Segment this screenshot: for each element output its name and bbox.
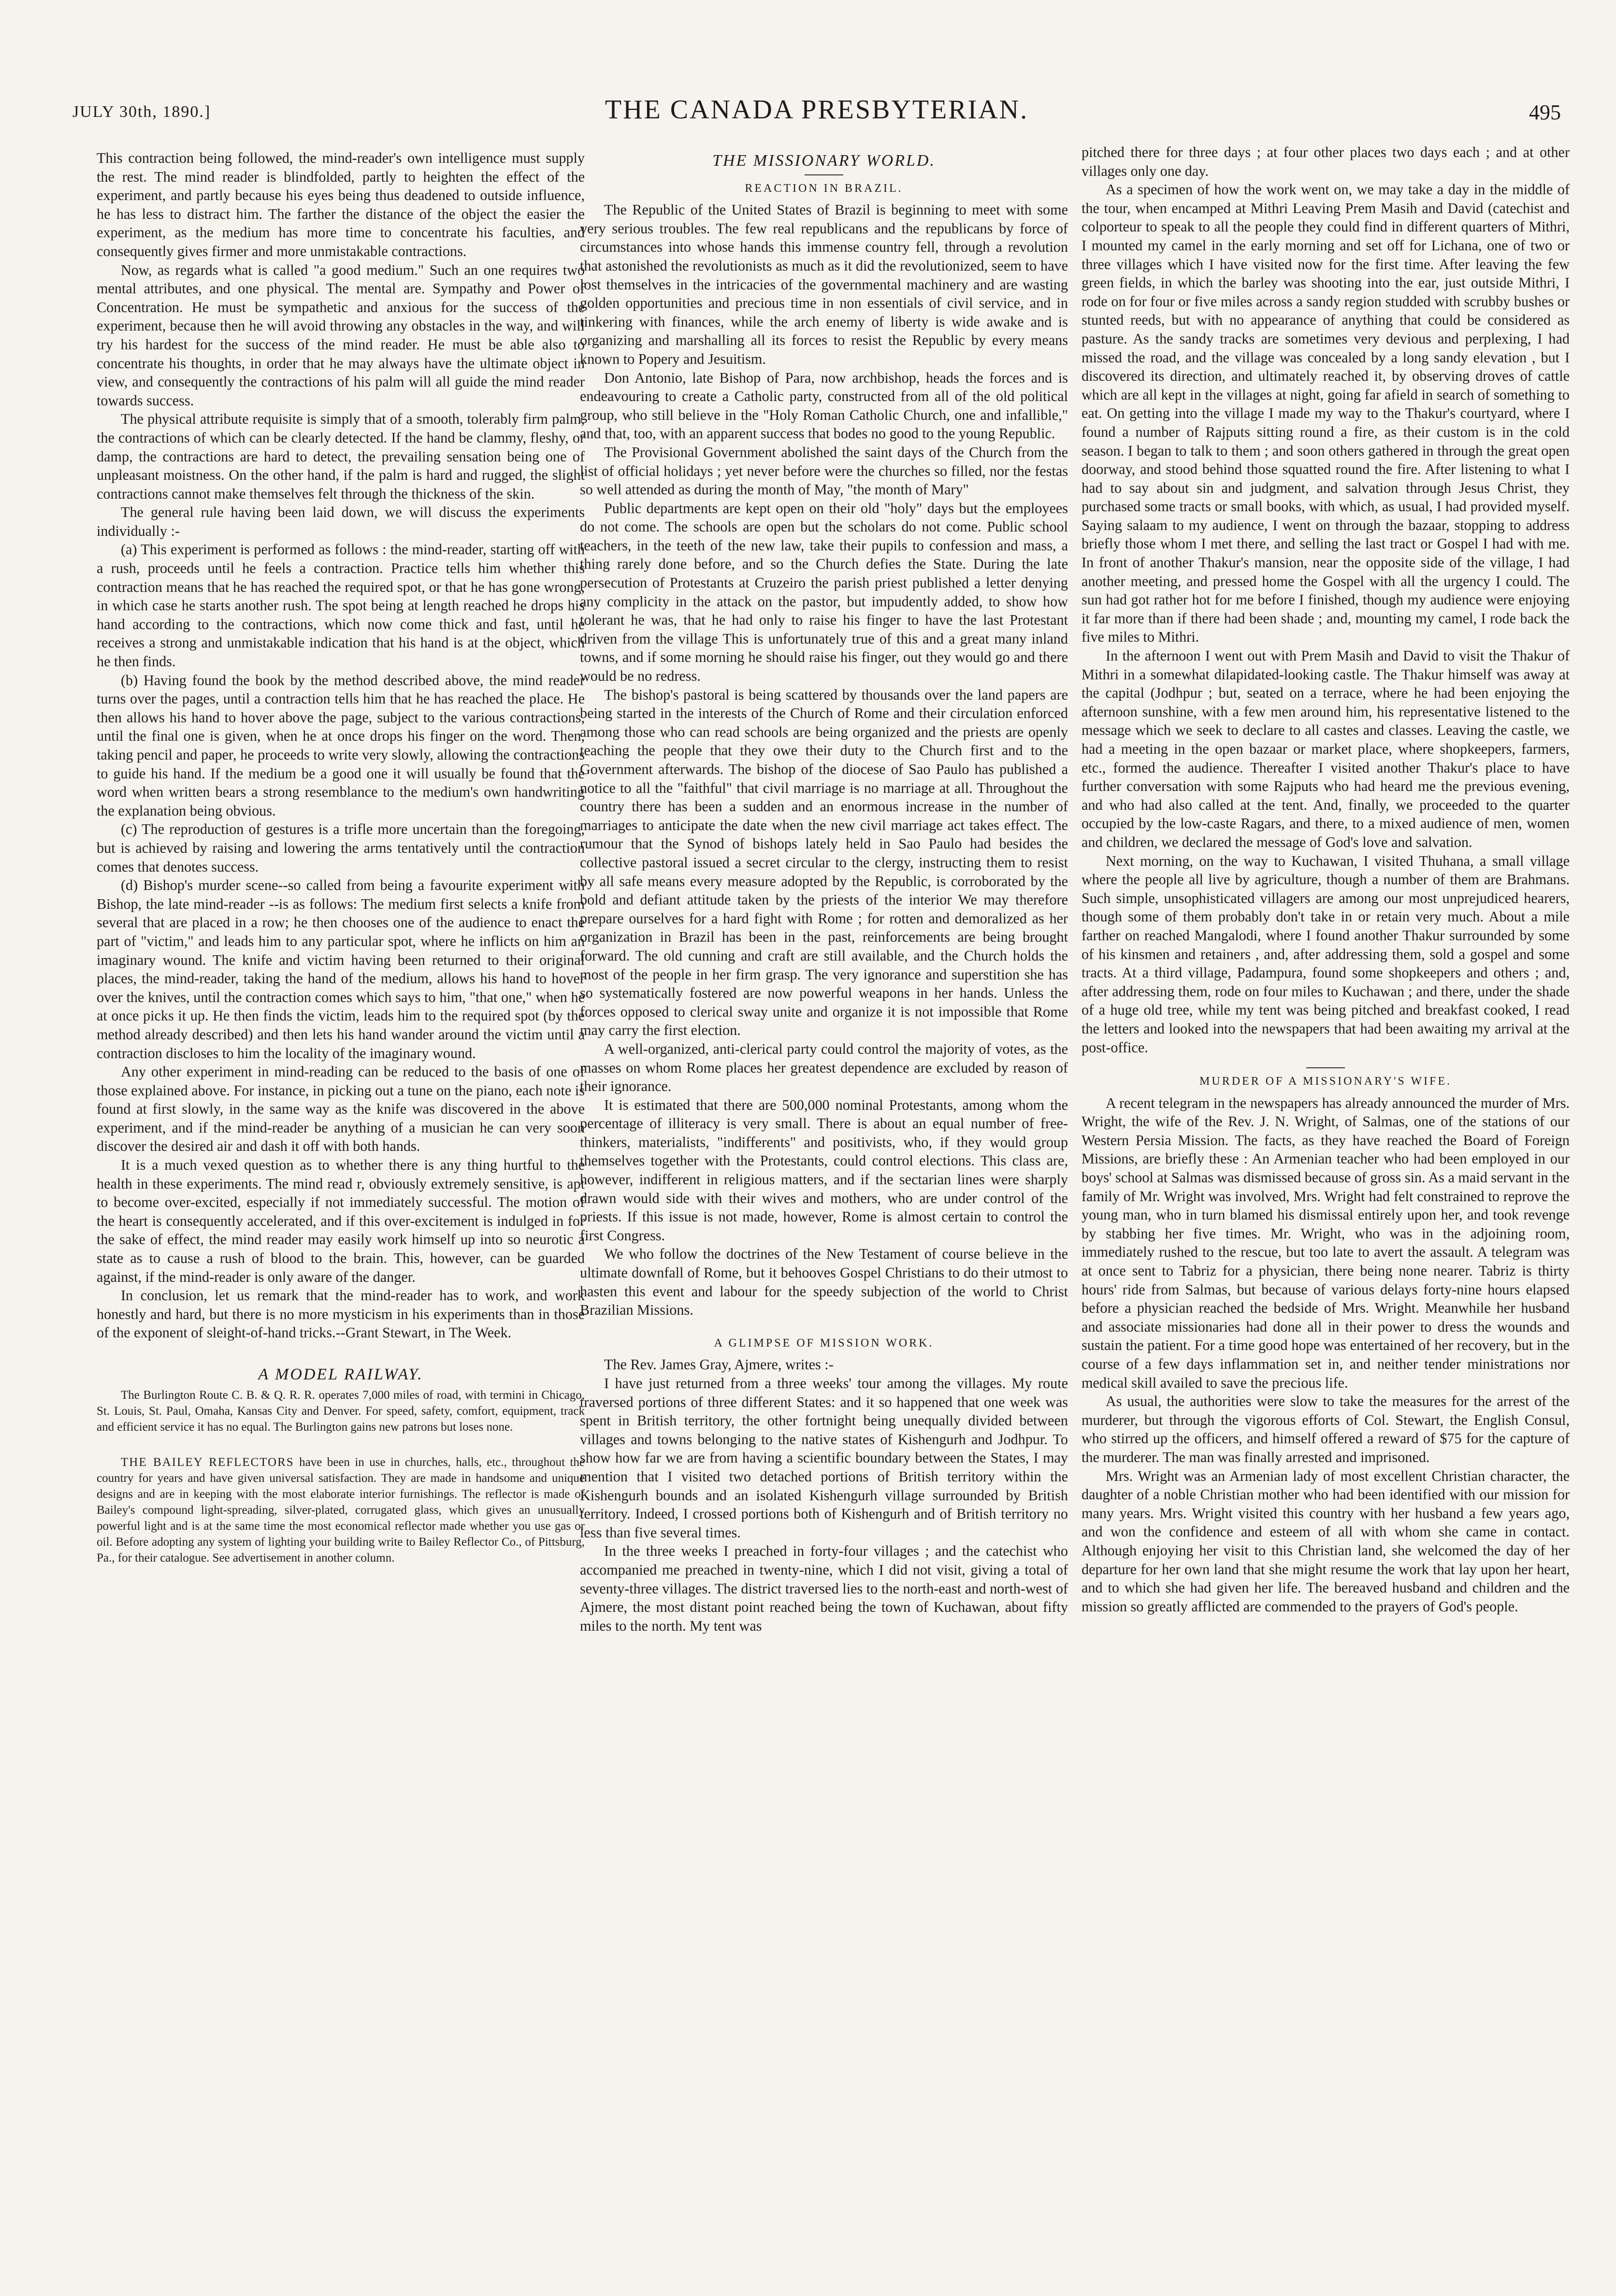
divider <box>805 174 843 175</box>
missionary-world-heading: THE MISSIONARY WORLD. <box>712 152 936 170</box>
divider <box>1306 1067 1345 1068</box>
paragraph: Don Antonio, late Bishop of Para, now archbishop, heads the forces and is endeavouring to create a Catholic party, constructed from all of the old political group, who still believe in the "Holy Roman Catholic Church, one and infallible," and that, too, with an apparent success that bodes no good to the young Republic. <box>580 369 1068 442</box>
mission-work-subhead: A GLIMPSE OF MISSION WORK. <box>714 1336 934 1349</box>
paragraph: The Republic of the United States of Brazil is beginning to meet with some very serious troubles. The few real republicans and the republicans by force of circumstances into whose hands this immense country fell, through a revolution that astonished the revolutionists as much as it did the revolutionized, seem to have lost themselves in the intricacies of the governmental machinery and are wasting golden opportunities and precious time in non essentials of civil service, and in tinkering with finances, while the arch enemy of liberty is wide awake and is organizing and marshalling all its forces to resist the Republic by every means known to Popery and Jesuitism. <box>580 201 1068 367</box>
paragraph: (c) The reproduction of gestures is a trifle more uncertain than the foregoing, but is achieved by raising and lowering the arms tentatively until the contraction comes that denotes success. <box>97 821 585 875</box>
paragraph: Mrs. Wright was an Armenian lady of most excellent Christian character, the daughter of a noble Christian mother who had been identified with our mission for many years. Mrs. Wright visited this country with her husband a few years ago, and won the confidence and esteem of all with whom she came in contact. Although enjoying her visit to this Christian land, she welcomed the day of her departure for her own land that she might resume the work that lay upon her heart, and to which she had given her life. The bereaved husband and children and the mission so greatly afflicted are commended to the prayers of God's people. <box>1082 1467 1570 1615</box>
paragraph: Any other experiment in mind-reading can be reduced to the basis of one of those explained above. For instance, in picking out a tune on the piano, each note is found at first slowly, in the same way as the knife was discovered in the above experiment, and if the mind-reader be anything of a musician he can very soon discover the desired air and dash it off with both hands. <box>97 1063 585 1155</box>
paragraph: pitched there for three days ; at four other places two days each ; and at other villages only one day. <box>1082 144 1570 179</box>
paragraph: The Provisional Government abolished the saint days of the Church from the list of official holidays ; yet never before were the churches so filled, nor the festas so well attended as during the month of May, "the month of Mary" <box>580 444 1068 498</box>
bailey-advertisement <box>97 1454 585 1566</box>
paragraph: Next morning, on the way to Kuchawan, I visited Thuhana, a small village where the people all live by agriculture, though a number of them are Brahmans. Such simple, unsophisticated villagers are among our most unprejudiced hearers, though some of them probably don't take in or retain very much. About a mile farther on reached Mangalodi, where I found another Thakur surrounded by some of his kinsmen and retainers , and, after addressing them, sold a gospel and some tracts. At a third village, Padampura, found some shopkeepers and others ; and, after addressing them, rode on four miles to Kuchawan ; and there, under the shade of a huge old tree, while my tent was being pitched and breakfast cooked, I read the letters and looked into the newspapers that had been awaiting my arrival at the post-office. <box>1082 852 1570 1056</box>
paragraph: (a) This experiment is performed as follows : the mind-reader, starting off with a rush, proceeds until he feels a contraction. Practice tells him whether this contraction means that he has reached the required spot, or that he has gone wrong, in which case he starts another rush. The spot being at length reached he drops his hand according to the contractions, which now come thick and fast, until he receives a strong and unmistakable indication that his hand is at the object, which he then finds. <box>97 541 585 670</box>
paragraph: Now, as regards what is called "a good medium." Such an one requires two mental attributes, and one physical. The mental are. Sympathy and Power of Concentration. He must be sympathetic and anxious for the success of the experiment, because then he will avoid throwing any obstacles in the way, and will try his hardest for the success of the mind reader. He must be able also to concentrate his thoughts, in order that he may always have the ultimate object in view, and consequently the contractions of his palm will all guide the mind reader towards success. <box>97 261 585 409</box>
paragraph: The general rule having been laid down, we will discuss the experiments individually :- <box>97 504 585 539</box>
railway-heading: A MODEL RAILWAY. <box>258 1365 423 1383</box>
reaction-in-brazil-subhead: REACTION IN BRAZIL. <box>745 182 903 195</box>
paragraph: The physical attribute requisite is simply that of a smooth, tolerably firm palm, the contractions of which can be clearly detected. If the hand be clammy, fleshy, or damp, the contractions are hard to detect, the prevailing sensation being one of unpleasant moistness. On the other hand, if the palm is hard and rugged, the slight contractions cannot make themselves felt through the thickness of the skin. <box>97 411 585 502</box>
paragraph: We who follow the doctrines of the New Testament of course believe in the ultimate downfall of Rome, but it behooves Gospel Christians to do their utmost to hasten this event and labour for the speedy subjection of the world to Christ Brazilian Missions. <box>580 1246 1068 1319</box>
murder-subhead: MURDER OF A MISSIONARY'S WIFE. <box>1199 1075 1452 1088</box>
bailey-lead: THE BAILEY REFLECTORS <box>121 1455 294 1469</box>
paragraph: This contraction being followed, the mind-reader's own intelligence must supply the rest. The mind reader is blindfolded, partly to heighten the effect of the experiment, and partly because his eyes being thus deadened to outside influence, he has less to distract him. The farther the distance of the object the easier the experiment, as the medium has more time to concentrate his faculties, and consequently gives firmer and more unmistakable contractions. <box>97 150 585 259</box>
paragraph: In the three weeks I preached in forty-four villages ; and the catechist who accompanied me preached in twenty-nine, which I did not visit, giving a total of seventy-three villages. The district traversed lies to the north-east and north-west of Ajmere, the most distant point reached being the town of Kuchawan, about fifty miles to the north. My tent was <box>580 1543 1068 1634</box>
paragraph: Public departments are kept open on their old "holy" days but the employees do not come. The schools are open but the scholars do not come. Public school teachers, in the teeth of the new law, take their pupils to confession and mass, a thing rarely done before, and so the Church defies the State. During the late persecution of Protestants at Cruzeiro the parish priest published a letter denying any complicity in the attack on the pastor, but impudently added, to show how tolerant he was, that he had only to raise his finger to have the last Protestant driven from the village This is unfortunately true of this and a great many inland towns, and if some morning he should raise his finger, out they would go and there would be no redress. <box>580 500 1068 685</box>
column-left <box>97 149 585 2265</box>
newspaper-title: THE CANADA PRESBYTERIAN. <box>605 95 1029 125</box>
paragraph: As usual, the authorities were slow to take the measures for the arrest of the murderer, but through the vigorous efforts of Col. Stewart, the English Consul, who stirred up the officers, and himself offered a reward of $75 for the capture of the murderer. The man was finally arrested and imprisoned. <box>1082 1393 1570 1465</box>
paragraph: (b) Having found the book by the method described above, the mind reader turns over the pages, until a contraction tells him that he has reached the place. He then allows his hand to hover above the page, subject to the various contractions, until the final one is given, when he at once drops his finger on the word. Then, taking pencil and paper, he proceeds to write very slowly, allowing the contractions to guide his hand. If the medium be a good one it will usually be found that the word when written bears a strong resemblance to the medium's own handwriting the explanation being obvious. <box>97 672 585 819</box>
paragraph: It is estimated that there are 500,000 nominal Protestants, among whom the percentage of illiteracy is very small. There is about an equal number of free-thinkers, materialists, "indifferents" and positivists, who, if they would group themselves together with the Protestants, could control elections. This class are, however, indifferent in religious matters, and if the sectarian lines were sharply drawn would side with their wives and mothers, who are under control of the priests. If this issue is not made, however, Rome is almost certain to control the first Congress. <box>580 1096 1068 1244</box>
masthead <box>72 94 1561 133</box>
paragraph: A well-organized, anti-clerical party could control the majority of votes, as the masses on whom Rome places her greatest dependence are excluded by reason of their ignorance. <box>580 1040 1068 1095</box>
bailey-text: have been in use in churches, halls, etc., throughout the country for years and have given universal satisfaction. They are made in handsome and unique designs and are in keeping with the most elaborate interior furnishings. The reflector is made of Bailey's compound light-spreading, silver-plated, corrugated glass, which gives an unusually powerful light and is at the same time the most economical reflector made whether you use gas or oil. Before adopting any system of lighting your building write to Bailey Reflector Co., of Pittsburg, Pa., for their catalogue. See advertisement in another column. <box>97 1455 585 1564</box>
paragraph: (d) Bishop's murder scene--so called from being a favourite experiment with Bishop, the late mind-reader --is as follows: The medium first selects a knife from several that are placed in a row; he then chooses one of the audience to enact the part of "victim," and leads him to any particular spot, where he inflicts on him an imaginary wound. The knife and victim having been returned to their original places, the mind-reader, taking the hand of the medium, allows his hand to hover over the knives, until the contraction comes which says to him, "that one," when he at once picks it up. He then finds the victim, leads him to the required spot (by the method already described) and then lets his hand wander around the victim until a contraction discloses to him the locality of the imaginary wound. <box>97 877 585 1062</box>
paragraph: In the afternoon I went out with Prem Masih and David to visit the Thakur of Mithri in a somewhat dilapidated-looking castle. The Thakur himself was away at the capital (Jodhpur ; but, seated on a terrace, where he had been enjoying the afternoon sunshine, with a few men around him, his representative listened to the message which we seek to declare to all castes and classes. Leaving the castle, we had a meeting in the open bazaar or market place, where shopkeepers, farmers, etc., formed the audience. Thereafter I visited another Thakur's place to have further conversation with some Rajputs who had heard me the previous evening, and who had also called at the tent. And, finally, we proceeded to the quarter occupied by the low-caste Ragars, and there, to a mixed audience of men, women and children, we declared the message of God's love and salvation. <box>1082 647 1570 850</box>
issue-date: JULY 30th, 1890.] <box>72 103 211 121</box>
railway-notice: The Burlington Route C. B. & Q. R. R. operates 7,000 miles of road, with termini in Chicago, St. Louis, St. Paul, Omaha, Kansas City and Denver. For speed, safety, comfort, equipment, track and efficient service it has no equal. The Burlington gains new patrons but loses none. <box>97 1388 585 1434</box>
column-middle <box>580 149 1068 2265</box>
paragraph: A recent telegram in the newspapers has already announced the murder of Mrs. Wright, the wife of the Rev. J. N. Wright, of Salmas, one of the stations of our Western Persia Mission. The facts, as they have reached the Board of Foreign Missions, are briefly these : An Armenian teacher who had been employed in our boys' school at Salmas was dismissed because of gross sin. As a maid servant in the family of Mr. Wright was involved, Mrs. Wright had felt constrained to reprove the young man, who in turn blamed his dismissal entirely upon her, and took revenge by stabbing her five times. Mr. Wright, who was in the adjoining room, immediately rushed to the rescue, but too late to avert the assault. A telegram was at once sent to Tabriz for a physician, there being none nearer. Tabriz is thirty hours' ride from Salmas, but because of various delays forty-nine hours elapsed before a physician reached the bedside of Mrs. Wright. Meanwhile her husband and associate missionaries had done all in their power to dress the wounds and sustain the patient. For a time good hope was entertained of her recovery, but in the course of a few days inflammation set in, and neither tender ministrations nor medical skill availed to save the precious life. <box>1082 1094 1570 1391</box>
paragraph: I have just returned from a three weeks' tour among the villages. My route traversed portions of three different States: and it so happened that one week was spent in British territory, the other fortnight being unequally divided between villages and towns belonging to the native states of Kishengurh and Jodhpur. To show how far we are from having a scientific boundary between the States, I may mention that I visited two detached portions of British territory within the Kishengurh bounds and an isolated Kishengurh village surrounded by British territory. Indeed, I crossed portions both of Kishengurh and of British territory no less than five several times. <box>580 1375 1068 1541</box>
column-right <box>1082 143 1570 2259</box>
paragraph: It is a much vexed question as to whether there is any thing hurtful to the health in these experiments. The mind read r, obviously extremely sensitive, is apt to become over-excited, especially if not immediately successful. The motion of the heart is consequently accelerated, and if this over-excitement is indulged in for the sake of effect, the mind reader may easily work himself up into so neurotic a state as to cause a rush of blood to the brain. This, however, can be guarded against, if the mind-reader is only aware of the danger. <box>97 1157 585 1285</box>
page-number: 495 <box>1529 100 1561 124</box>
paragraph: In conclusion, let us remark that the mind-reader has to work, and work honestly and hard, but there is no more mysticism in his experiments than in those of the exponent of sleight-of-hand tricks.--Grant Stewart, in The Week. <box>97 1287 585 1341</box>
paragraph: As a specimen of how the work went on, we may take a day in the middle of the tour, when encamped at Mithri Leaving Prem Masih and David (catechist and colporteur to speak to all the people they could find in different quarters of Mithri, I mounted my camel in the early morning and set off for Lichana, one of two or three villages which I have visited now for the first time. After leaving the few green fields, in which the barley was shooting into the ear, just outside Mithri, I rode on for four or five miles across a sandy region studded with scrubby bushes or stunted reeds, but with no appearance of anything that could be considered as pasture. As the sandy tracks are sometimes very devious and perplexing, I had missed the road, and the village was concealed by a long sandy elevation , but I discovered its direction, and ultimately reached it, by observing droves of cattle which are all kept in the villages at night, going far afield in search of something to eat. On getting into the village I made my way to the Thakur's courtyard, where I found a number of Rajputs sitting round a fire, as their custom is in the cold season. I began to talk to them ; and soon others gathered in through the great open doorway, and stood behind those squatted round the fire. After listening to what I had to say about sin and judgment, and salvation through Jesus Christ, they purchased some tracts or small books, with which, as usual, I had provided myself. Saying salaam to my audience, I went on through the bazaar, stopping to address briefly those whom I met there, and selling the last tract or Gospel I had with me. In front of another Thakur's mansion, near the opposite side of the village, I had another meeting, and pressed home the Gospel with all the urgency I could. The sun had got rather hot for me before I finished, though my audience were enjoying it far more than if there had been shade ; and, mounting my camel, I rode back the five miles to Mithri. <box>1082 181 1570 646</box>
paragraph: The Rev. James Gray, Ajmere, writes :- <box>604 1356 834 1373</box>
paragraph: The bishop's pastoral is being scattered by thousands over the land papers are being started in the interests of the Church of Rome and their circulation enforced among those who can read schools are being organized and the priests are openly teaching the people that they owe their duty to the Church first and to the Government afterwards. The bishop of the diocese of Sao Paulo has published a notice to all the "faithful" that civil marriage is no marriage at all. Throughout the country there has been a sudden and an enormous increase in the number of marriages to anticipate the date when the new civil marriage act takes effect. The rumour that the Synod of bishops lately held in Sao Paulo had besides the collective pastoral issued a secret circular to the clergy, instructing them to resist by all safe means every measure adopted by the Republic, is corroborated by the bold and defiant attitude taken by the priests of the interior We may therefore prepare ourselves for a hard fight with Rome ; for rotten and demoralized as her organization in Brazil has been in the past, reinforcements are being brought forward. The old cunning and craft are still available, and the Church holds the most of the people in her firm grasp. The very ignorance and superstition she has so systematically fostered are now powerful weapons in her hands. Unless the forces opposed to clerical sway unite and organize it is not impossible that Rome may carry the first election. <box>580 686 1068 1039</box>
